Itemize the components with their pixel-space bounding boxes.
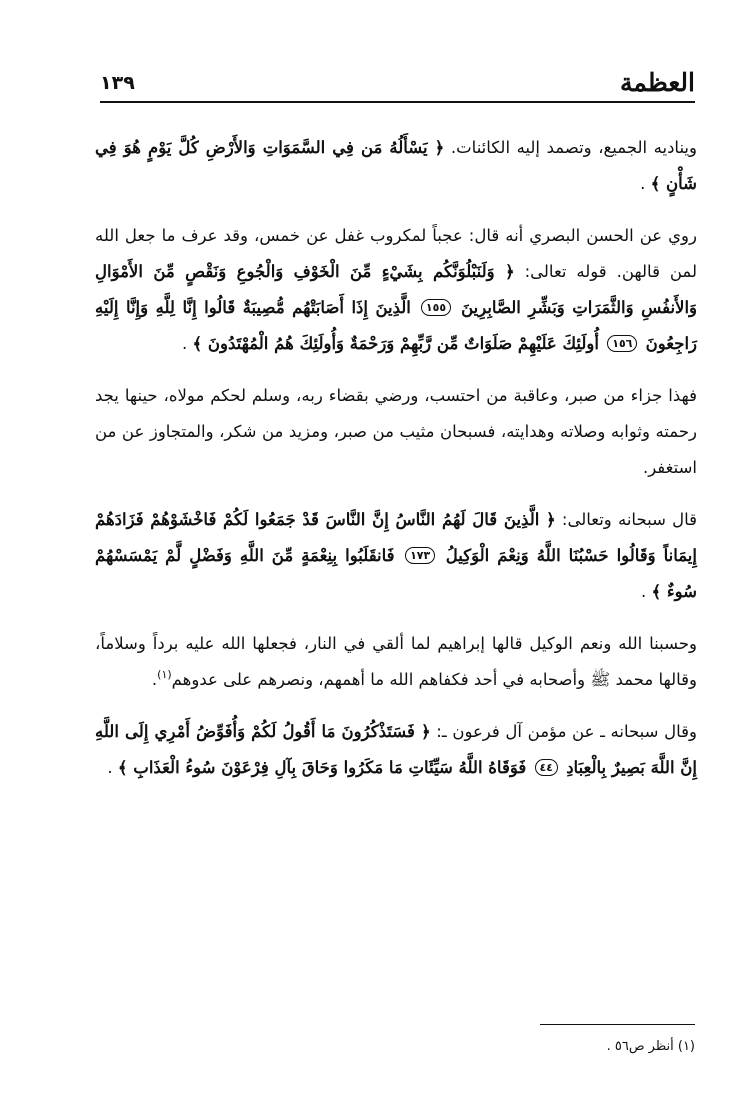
paragraph xyxy=(95,714,697,786)
paragraph xyxy=(95,502,697,610)
quran-verse: ﴿ الَّذِينَ قَالَ لَهُمُ النَّاسُ إِنَّ النَّاسَ قَدْ جَمَعُوا لَكُمْ فَاخْشَوْهُمْ فَزَادَهُمْ إِيمَاناً وَقَالُوا حَسْبُنَا اللَّهُ وَنِعْمَ الْوَكِيلُ xyxy=(95,510,697,565)
paragraph-text: . xyxy=(640,174,646,193)
quran-verse: ﴿ وَلَنَبْلُوَنَّكُم بِشَيْءٍ مِّنَ الْخَوْفِ وَالْجُوعِ وَنَقْصٍ مِّنَ الأَمْوَالِ وَالأَنفُسِ وَالثَّمَرَاتِ وَبَشِّرِ الصَّابِرِينَ xyxy=(95,262,698,317)
quran-verse: ﴿ فَسَتَذْكُرُونَ مَا أَقُولُ لَكُمْ وَأُفَوِّضُ أَمْرِي إِلَى اللَّهِ إِنَّ اللَّهَ بَصِيرٌ بِالْعِبَادِ xyxy=(95,722,697,777)
paragraph xyxy=(95,626,697,698)
header-rule xyxy=(100,101,695,103)
page-header xyxy=(100,58,695,98)
paragraph-text: . xyxy=(107,758,113,777)
paragraph-text: وحسبنا الله ونعم الوكيل قالها إبراهيم لما ألقي في النار، فجعلها الله عليه برداً وسلاماً، وقالها محمد ﷺ وأصحابه في أحد فكفاهم الله ما أهمهم، ونصرهم على عدوهم xyxy=(95,634,697,689)
quran-verse: فَانقَلَبُوا بِنِعْمَةٍ مِّنَ اللَّهِ وَفَضْلٍ لَّمْ يَمْسَسْهُمْ سُوءٌ ﴾ xyxy=(95,546,697,601)
footnote-reference: (١) xyxy=(157,668,172,681)
quran-verse: الَّذِينَ إِذَا أَصَابَتْهُم مُّصِيبَةٌ قَالُوا إِنَّا لِلَّهِ وَإِنَّا إِلَيْهِ رَاجِعُونَ xyxy=(95,298,697,353)
paragraph-text: فهذا جزاء من صبر، وعاقبة من احتسب، ورضي بقضاء ربه، وسلم لحكم مولاه، حينها يجد رحمته وثوابه وصلاته وهدايته، فسبحان مثيب من صبر، ومزيد من شكر، والمتجاوز عن من استغفر. xyxy=(95,386,697,477)
paragraph-text: روي عن الحسن البصري أنه قال: عجباً لمكروب غفل عن خمس، وقد عرف ما جعل الله لمن قالهن. قوله تعالى: xyxy=(95,226,697,281)
paragraph-text: وقال سبحانه ـ عن مؤمن آل فرعون ـ: xyxy=(430,722,697,741)
ayah-number-marker: ١٥٦ xyxy=(607,335,637,352)
footnote: (١) أنظر ص٥٦ . xyxy=(606,1039,695,1054)
paragraph-text: ويناديه الجميع، وتصمد إليه الكائنات. xyxy=(444,138,697,157)
paragraph-text: . xyxy=(151,670,158,689)
ayah-number-marker: ١٥٥ xyxy=(421,299,451,316)
paragraph-text: . xyxy=(640,582,647,601)
running-title: العظمة xyxy=(620,68,695,97)
paragraph xyxy=(95,378,697,486)
ayah-number-marker: ٤٤ xyxy=(535,759,558,776)
quran-verse: فَوَقَاهُ اللَّهُ سَيِّئَاتِ مَا مَكَرُوا وَحَاقَ بِآلِ فِرْعَوْنَ سُوءُ الْعَذَابِ ﴾ xyxy=(117,758,527,777)
paragraph xyxy=(95,218,697,362)
paragraph-text: قال سبحانه وتعالى: xyxy=(555,510,698,529)
ayah-number-marker: ١٧٣ xyxy=(405,547,435,564)
paragraph xyxy=(95,130,697,202)
page-number: ١٣٩ xyxy=(100,72,135,94)
footnote-rule xyxy=(540,1024,695,1025)
paragraph-text: . xyxy=(182,334,188,353)
quran-verse: ﴿ يَسْأَلُهُ مَن فِي السَّمَوَاتِ وَالأَرْضِ كُلَّ يَوْمٍ هُوَ فِي شَأْنٍ ﴾ xyxy=(95,138,697,193)
body-text xyxy=(95,130,697,802)
quran-verse: أُولَئِكَ عَلَيْهِمْ صَلَوَاتٌ مِّن رَّبِّهِمْ وَرَحْمَةٌ وَأُولَئِكَ هُمُ الْمُهْتَدُونَ ﴾ xyxy=(192,334,599,353)
